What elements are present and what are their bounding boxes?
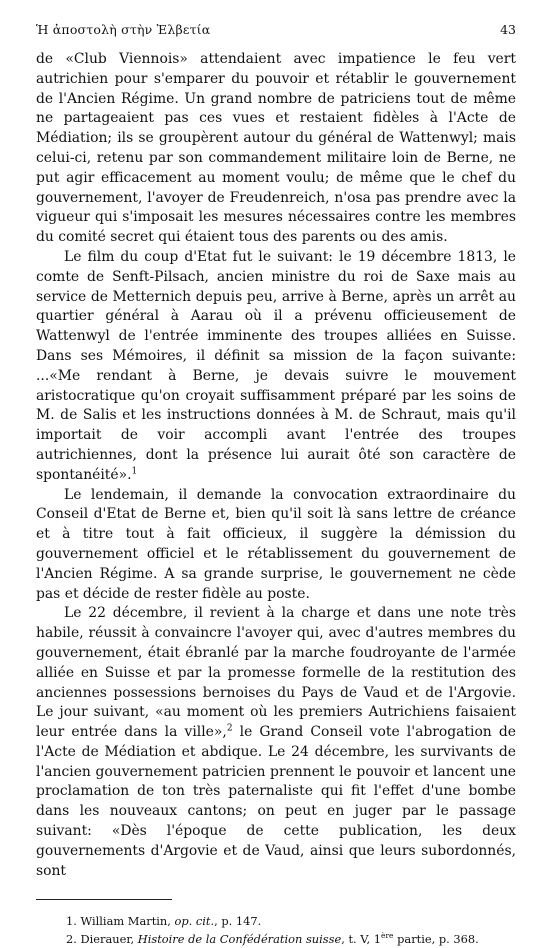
footnote-1-author: William Martin, (80, 914, 175, 929)
footnote-2-number: 2. (66, 932, 77, 947)
footnote-2-volume: , t. V, 1 (341, 932, 382, 947)
footnote-1-number: 1. (66, 914, 77, 929)
paragraph-4-text-a: Le 22 décembre, il revient à la charge et dans une note très habile, réussit à convaincre l'avoyer qui, avec d'autres membres du gouvernement, était ébranlé par la marche foudroyante de l'armée alliée en Suisse et par la promesse formelle de la restitution des anciennes possessions bernoises du Pays de Vaud et de l'Argovie. Le jour suivant, «au moment où les premiers Autrichiens faisaient leur entrée dans la ville», (36, 605, 516, 741)
footnote-ref-2: 2 (226, 723, 233, 734)
footnote-2-author: Dierauer, (80, 932, 138, 947)
paragraph-1 (36, 50, 516, 248)
paragraph-3 (36, 486, 516, 605)
footnote-rule (36, 899, 172, 900)
page-number: 43 (500, 22, 516, 37)
footnote-ref-1: 1 (131, 466, 138, 477)
footnote-2-superscript: ère (381, 931, 394, 941)
paragraph-1-text: de «Club Viennois» attendaient avec impatience le feu vert autrichien pour s'emparer du pouvoir et rétablir le gouvernement de l'Ancien Régime. Un grand nombre de patriciens tout de même ne partageaient pas ces vues et restaient fidèles à l'Acte de Médiation; ils se groupèrent autour du général de Wattenwyl; mais celui-ci, retenu par son commandement militaire loin de Berne, ne put agir efficacement au moment voulu; de même que le chef du gouvernement, l'avoyer de Freudenreich, n'osa pas prendre avec la vigueur qui s'imposait les mesures nécessaires contre les membres du comité secret qui étaient tous des parents ou des amis. (36, 51, 516, 246)
footnote-1 (66, 912, 516, 930)
paragraph-4 (36, 604, 516, 881)
footnote-2-title: Histoire de la Confédération suisse (137, 932, 342, 947)
footnote-2 (66, 930, 516, 948)
footnote-1-page: , p. 147. (214, 914, 262, 929)
paragraph-2-text: Le film du coup d'Etat fut le suivant: le 19 décembre 1813, le comte de Senft-Pilsach, ancien ministre du roi de Saxe mais au service de Metternich depuis peu, arrive à Berne, après un arrêt au quartier général à Aarau où il a prévenu officieusement de Wattenwyl de l'entrée imminente des troupes alliées en Suisse. Dans ses Mémoires, il définit sa mission de la façon suivante: ...«Me rendant à Berne, je devais suivre le mouvement aristocratique qu'on croyait suffisamment préparé par les soins de M. de Salis et les instructions données à M. de Schraut, mais qu'il importait de voir accompli avant l'entrée des troupes autrichiennes, dont la présence lui aurait ôté son caractère de spontanéité». (36, 248, 516, 483)
footnote-2-rest: partie, p. 368. (393, 932, 479, 947)
paragraph-2 (36, 248, 516, 486)
footnote-1-reference: op. cit. (174, 914, 215, 929)
running-title: Ἡ ἀποστολὴ στὴν Ἑλβετία (36, 22, 211, 37)
paragraph-4-text-b: le Grand Conseil vote l'abrogation de l'Acte de Médiation et abdique. Le 24 décembre, les survivants de l'ancien gouvernement patricien prennent le pouvoir et lancent une proclamation de ton très paternaliste qui fit l'effet d'une bombe dans les nouveaux cantons; on peut en juger par le passage suivant: «Dès l'époque de cette publication, les deux gouvernements d'Argovie et de Vaud, ainsi que leurs subordonnés, sont (36, 724, 516, 879)
running-header (36, 22, 516, 38)
body-text (36, 50, 516, 881)
paragraph-3-text: Le lendemain, il demande la convocation extraordinaire du Conseil d'Etat de Berne et, bien qu'il soit là sans lettre de créance et à titre tout à fait officieux, il suggère la démission du gouvernement officiel et le rétablissement du gouvernement de l'Ancien Régime. A sa grande surprise, le gouvernement ne cède pas et décide de rester fidèle au poste. (36, 486, 516, 602)
footnotes (66, 912, 516, 948)
